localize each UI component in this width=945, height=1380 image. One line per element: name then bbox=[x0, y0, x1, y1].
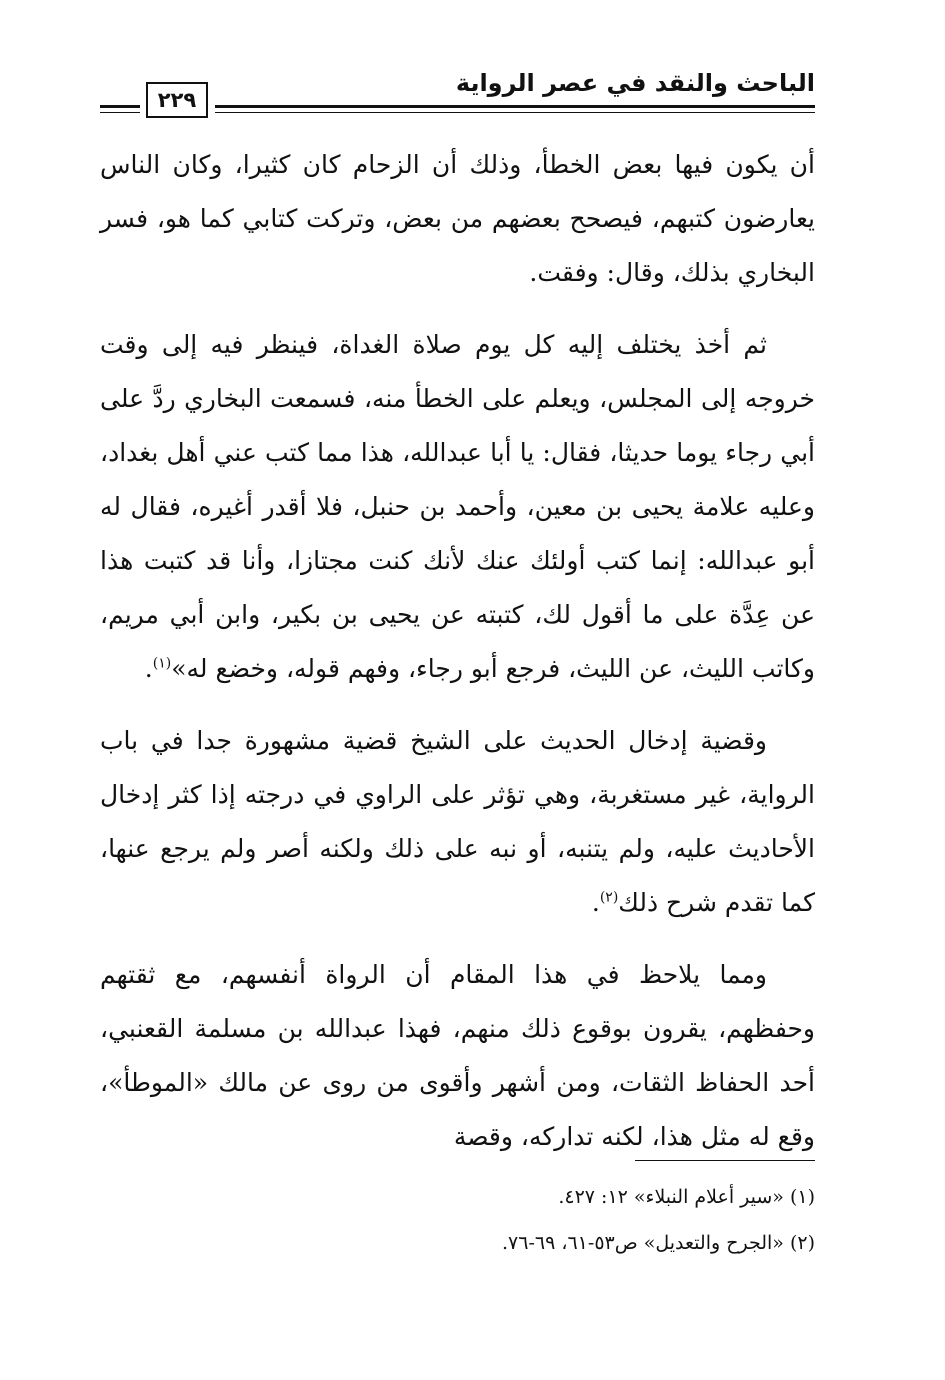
paragraph-2 bbox=[100, 318, 815, 696]
paragraph-2-text: ثم أخذ يختلف إليه كل يوم صلاة الغداة، فينظر فيه إلى وقت خروجه إلى المجلس، ويعلم على الخطأ منه، فسمعت البخاري ردَّ على أبي رجاء يوما حديثا، فقال: يا أبا عبدالله، هذا مما كتب عني أهل بغداد، وعليه علامة يحيى بن معين، وأحمد بن حنبل، فلا أقدر أغيره، فقال له أبو عبدالله: إنما كتب أولئك عنك لأنك كنت مجتازا، وأنا قد كتبت هذا عن عِدَّة على ما أقول لك، كتبته عن يحيى بن بكير، وابن أبي مريم، وكاتب الليث، عن الليث، فرجع أبو رجاء، وفهم قوله، وخضع له» bbox=[100, 330, 815, 683]
footnote-ref-2: (٢) bbox=[599, 889, 619, 906]
main-text bbox=[100, 138, 815, 1164]
paragraph-2-end: . bbox=[144, 654, 153, 683]
header-rule-thin bbox=[215, 112, 815, 113]
paragraph-3-end: . bbox=[591, 888, 600, 917]
footnotes bbox=[100, 1174, 815, 1266]
paragraph-4: ومما يلاحظ في هذا المقام أن الرواة أنفسهم، مع ثقتهم وحفظهم، يقرون بوقوع ذلك منهم، فهذا عبدالله بن مسلمة القعنبي، أحد الحفاظ الثقات، ومن أشهر وأقوى من روى عن مالك «الموطأ»، وقع له مثل هذا، لكنه تداركه، وقصة bbox=[100, 960, 815, 1151]
footnote-ref-1: (١) bbox=[152, 655, 172, 672]
header-rule bbox=[215, 105, 815, 108]
footnote-divider bbox=[635, 1160, 815, 1161]
page-header bbox=[100, 62, 815, 124]
running-title: الباحث والنقد في عصر الرواية bbox=[455, 69, 815, 97]
paragraph-1: أن يكون فيها بعض الخطأ، وذلك أن الزحام كان كثيرا، وكان الناس يعارضون كتبهم، فيصحح بعضهم من بعض، وتركت كتابي كما هو، فسر البخاري بذلك، وقال: وفقت. bbox=[100, 150, 815, 287]
page-number: ٢٢٩ bbox=[146, 82, 208, 118]
paragraph-3 bbox=[100, 714, 815, 930]
footnote-2: (٢) «الجرح والتعديل» ص٥٣-٦١، ٦٩-٧٦. bbox=[501, 1232, 815, 1254]
header-rule-left-thin bbox=[100, 112, 140, 113]
paragraph-3-text: وقضية إدخال الحديث على الشيخ قضية مشهورة جدا في باب الرواية، غير مستغربة، وهي تؤثر على الراوي في درجته إذا كثر إدخال الأحاديث عليه، ولم يتنبه، أو نبه على ذلك ولكنه أصر ولم يرجع عنها، كما تقدم شرح ذلك bbox=[100, 726, 815, 917]
footnote-1: (١) «سير أعلام النبلاء» ١٢: ٤٢٧. bbox=[558, 1186, 815, 1208]
header-rule-left bbox=[100, 105, 140, 108]
